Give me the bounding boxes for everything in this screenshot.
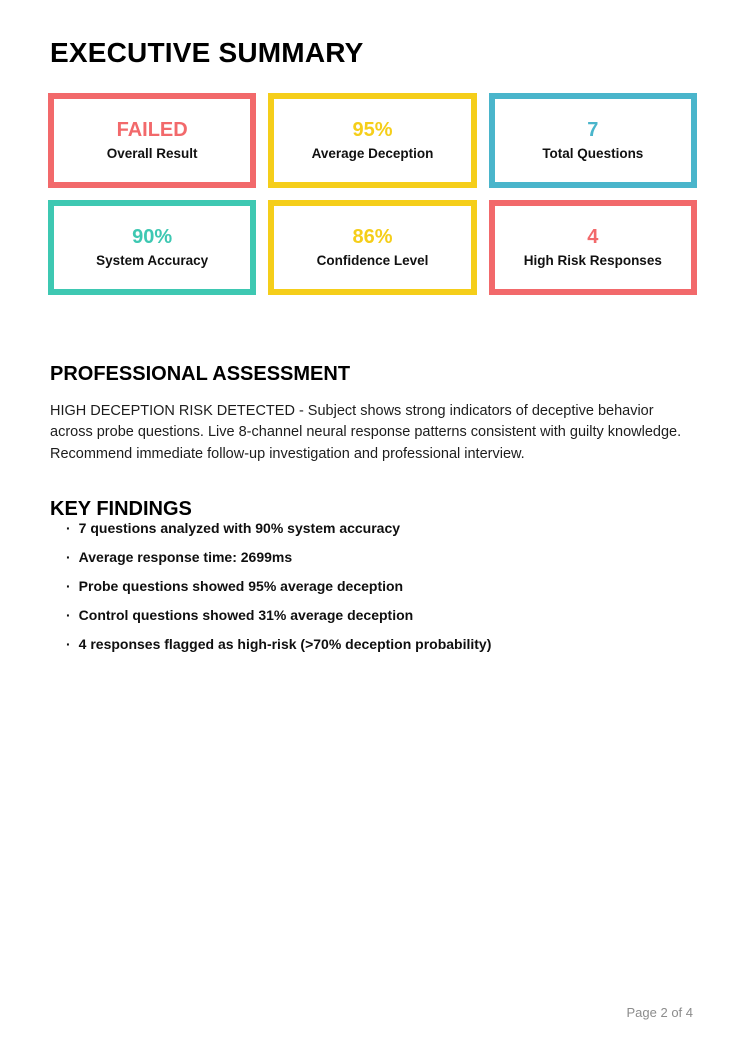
summary-card [268, 93, 476, 188]
card-value: 90% [132, 226, 173, 249]
finding-item [66, 637, 686, 652]
finding-item [66, 579, 686, 594]
summary-card [489, 200, 697, 295]
finding-item [66, 521, 686, 536]
card-label: System Accuracy [96, 253, 209, 269]
finding-item [66, 550, 686, 565]
card-label: Confidence Level [316, 253, 429, 269]
card-label: Average Deception [311, 146, 434, 162]
card-value: 95% [352, 119, 393, 142]
card-value: 7 [587, 119, 599, 142]
finding-item [66, 608, 686, 623]
card-label: High Risk Responses [523, 253, 662, 269]
finding-text: 7 questions analyzed with 90% system accuracy [78, 520, 401, 536]
page-title: EXECUTIVE SUMMARY [50, 36, 364, 68]
summary-card [48, 200, 256, 295]
bullet-icon: · [66, 520, 71, 536]
bullet-icon: · [66, 549, 71, 565]
card-value: 86% [352, 226, 393, 249]
summary-card-grid [48, 93, 697, 295]
card-value: FAILED [116, 119, 188, 142]
professional-assessment-heading: PROFESSIONAL ASSESSMENT [50, 362, 351, 385]
summary-card [268, 200, 476, 295]
card-label: Overall Result [106, 146, 198, 162]
finding-text: 4 responses flagged as high-risk (>70% deception probability) [78, 636, 492, 652]
summary-card [489, 93, 697, 188]
page-number: Page 2 of 4 [626, 1005, 693, 1020]
card-label: Total Questions [542, 146, 644, 162]
finding-text: Probe questions showed 95% average deception [78, 578, 404, 594]
professional-assessment-body: HIGH DECEPTION RISK DETECTED - Subject shows strong indicators of deceptive behavior across probe questions. Live 8-channel neural response patterns consistent with guilty knowledge. Recommend immediate follow-up investigation and professional interview. [50, 402, 682, 462]
key-findings-heading: KEY FINDINGS [50, 497, 192, 520]
bullet-icon: · [66, 607, 71, 623]
bullet-icon: · [66, 636, 71, 652]
key-findings-list [66, 521, 686, 666]
bullet-icon: · [66, 578, 71, 594]
card-value: 4 [587, 226, 599, 249]
finding-text: Control questions showed 31% average deception [78, 607, 414, 623]
summary-card [48, 93, 256, 188]
finding-text: Average response time: 2699ms [78, 549, 293, 565]
